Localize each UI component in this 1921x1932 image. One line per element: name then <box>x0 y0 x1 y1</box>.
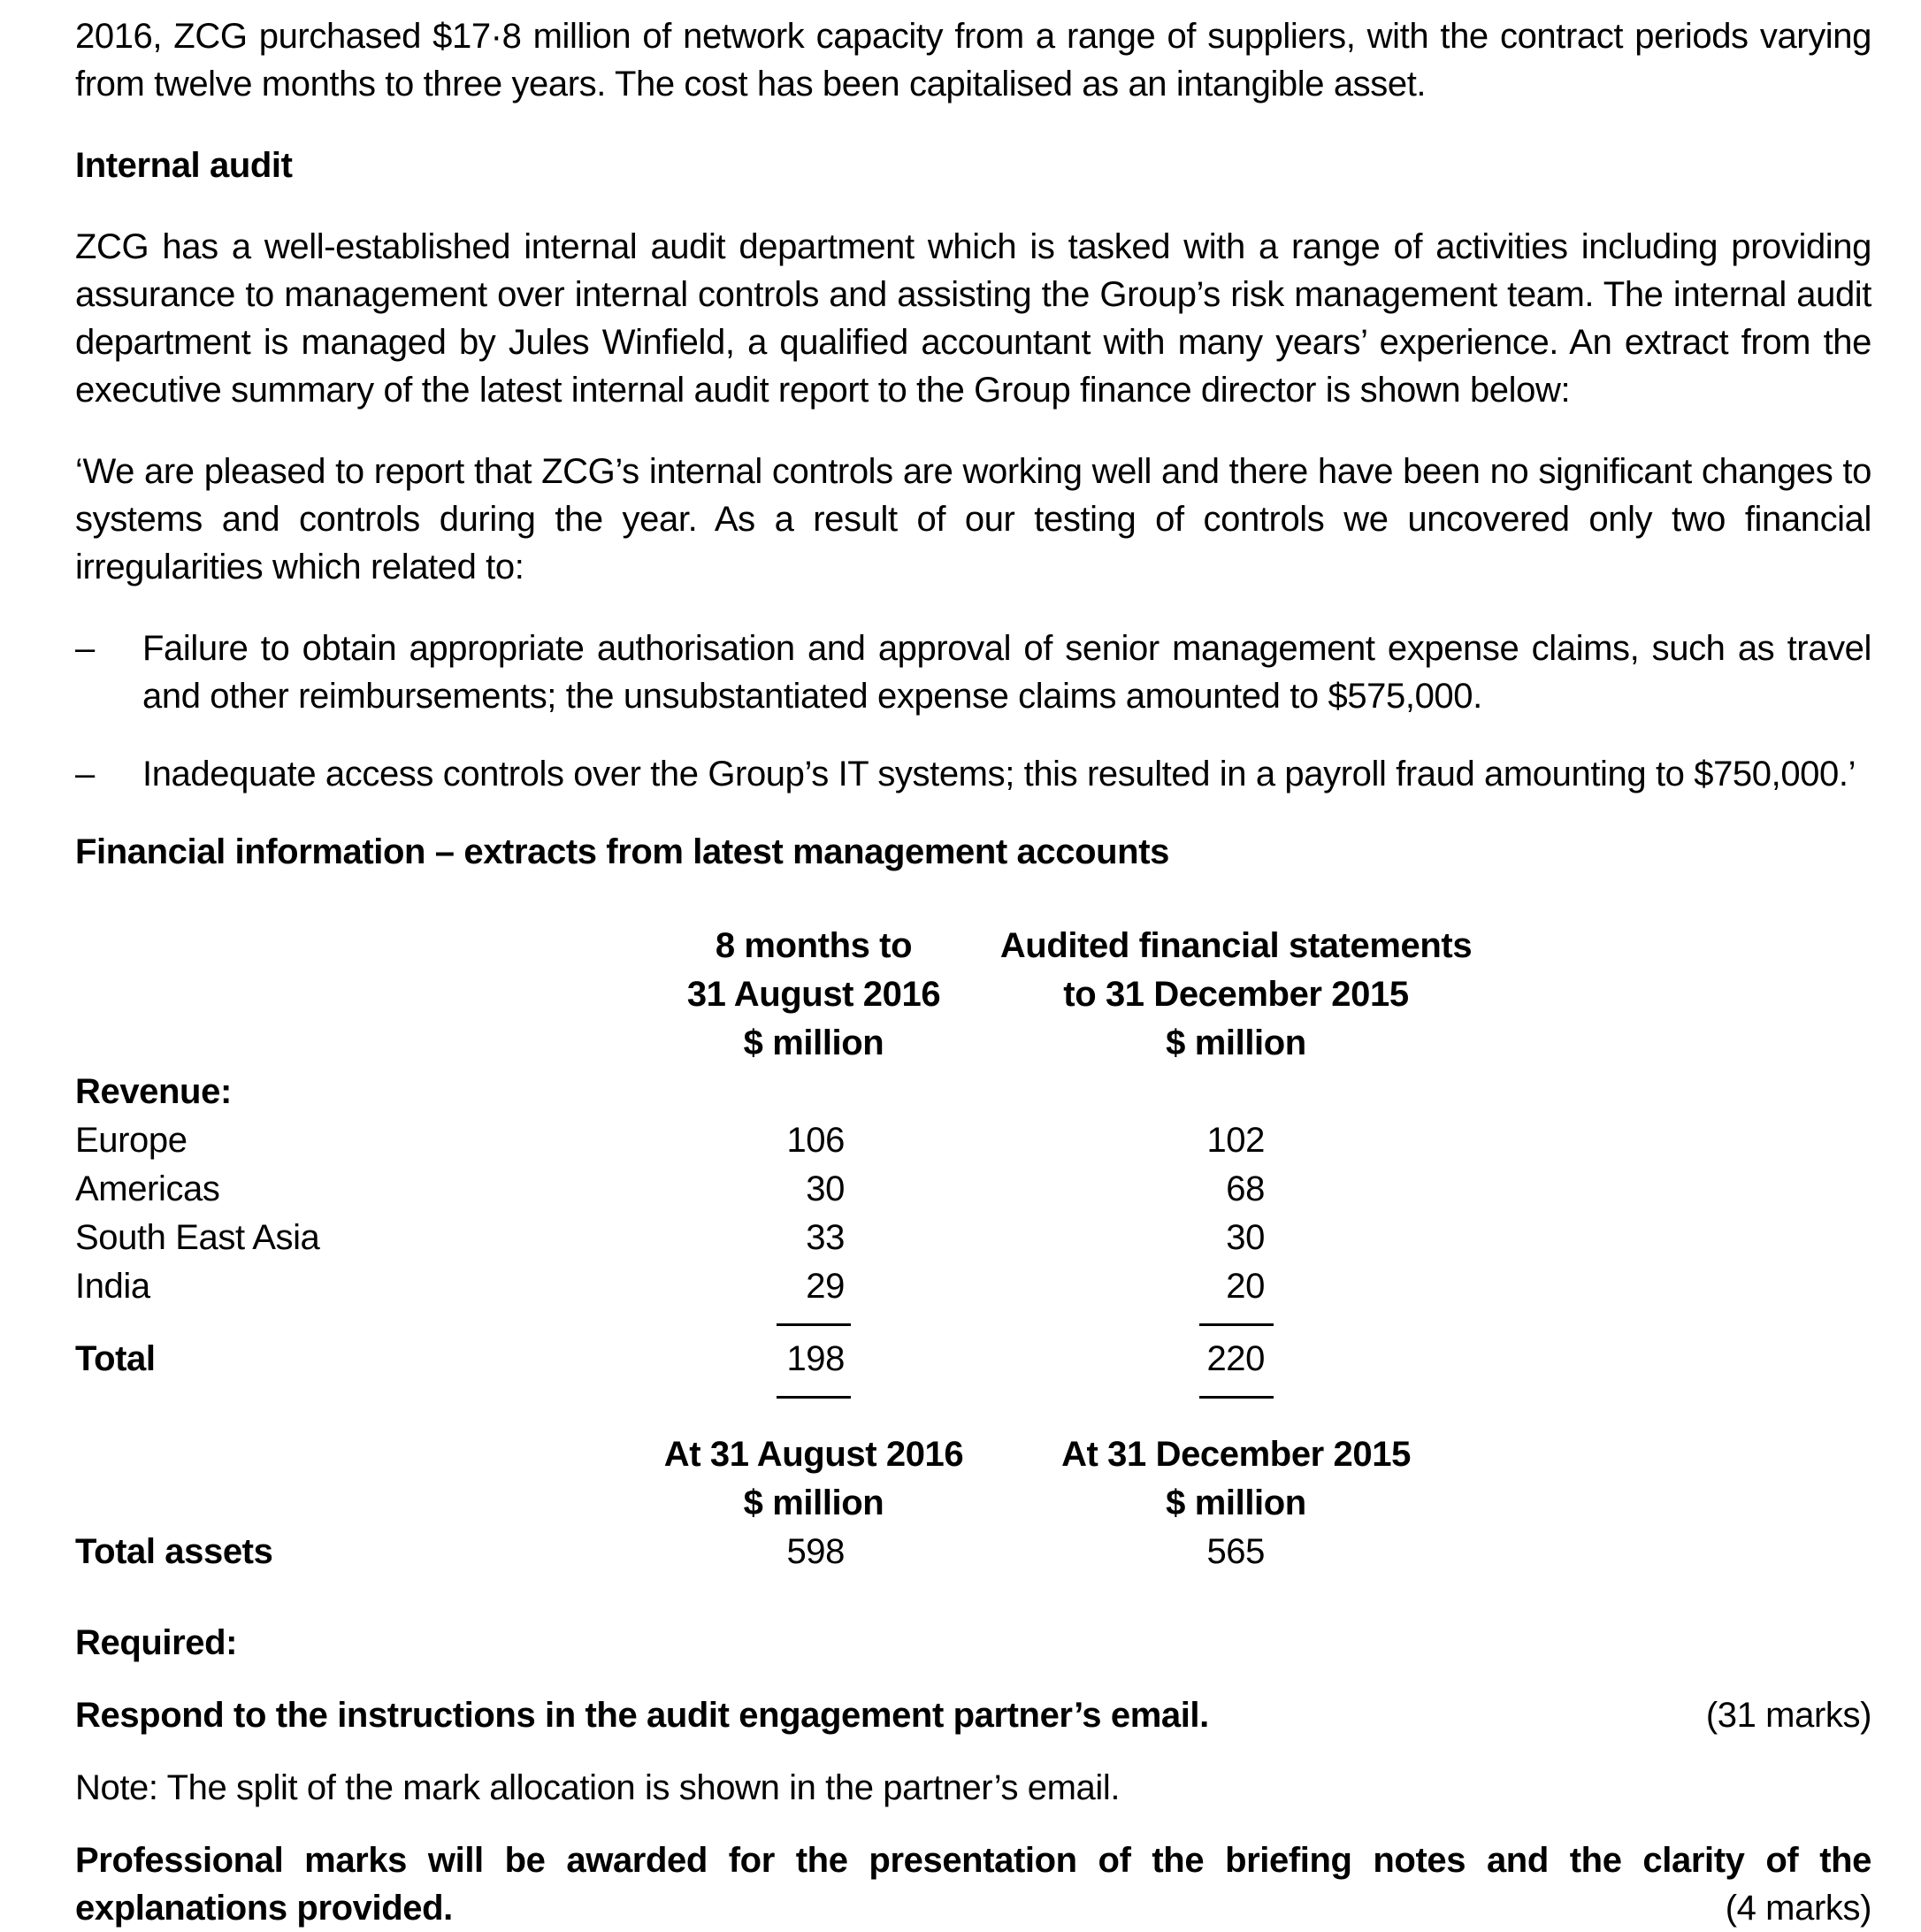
heading-internal-audit: Internal audit <box>75 146 293 185</box>
bullet-expense-claims <box>75 625 1871 720</box>
column-header-line: $ million <box>1166 1484 1306 1522</box>
row-value-dec2015: 30 <box>1226 1218 1265 1257</box>
empty-cell <box>659 1068 968 1116</box>
empty-cell <box>75 1396 659 1399</box>
row-value-aug2016: 29 <box>806 1267 845 1306</box>
bullet-text: Inadequate access controls over the Group’s IT systems; this resulted in a payroll fraud amounting to $750,000.’ <box>142 755 1856 794</box>
column-header-line: 31 August 2016 <box>686 975 941 1014</box>
empty-cell <box>75 922 659 1068</box>
row-label: South East Asia <box>75 1218 320 1257</box>
column-header-dec2015 <box>968 922 1504 1068</box>
financial-table <box>75 922 1871 1576</box>
instruction-marks: (31 marks) <box>1705 1696 1871 1735</box>
column-header-line: to 31 December 2015 <box>1063 975 1409 1014</box>
table-row-total-assets <box>75 1528 1871 1576</box>
column-header-line: $ million <box>743 1024 884 1062</box>
revenue-label-row <box>75 1068 1871 1116</box>
subtotal-rule <box>1199 1323 1274 1326</box>
assets-header-dec2015 <box>968 1430 1504 1528</box>
column-header-aug2016 <box>659 922 968 1068</box>
note-line: Note: The split of the mark allocation is shown in the partner’s email. <box>75 1768 1121 1807</box>
revenue-label: Revenue: <box>75 1072 232 1111</box>
instruction-text: Respond to the instructions in the audit engagement partner’s email. <box>75 1696 1209 1735</box>
total-rule <box>777 1396 851 1399</box>
empty-cell <box>75 1323 659 1326</box>
paragraph-internal-audit: ZCG has a well-established internal audit department which is tasked with a range of activities including providing assurance to management over internal controls and assisting the Group’s risk management team. The internal audit department is managed by Jules Winfield, a qualified accountant with many years’ experience. An extract from the executive summary of the latest internal audit report to the Group finance director is shown below: <box>75 227 1871 410</box>
professional-marks-text: Professional marks will be awarded for the presentation of the briefing notes and the clarity of the explanations provided. <box>75 1841 1871 1928</box>
row-value-aug2016: 30 <box>806 1169 845 1208</box>
total-label: Total <box>75 1339 156 1378</box>
table-row-americas <box>75 1165 1871 1214</box>
bullet-dash: – <box>75 629 95 668</box>
row-value-dec2015: 102 <box>1206 1121 1265 1160</box>
empty-cell <box>968 1068 1504 1116</box>
paragraph-network-capacity: 2016, ZCG purchased $17·8 million of network capacity from a range of suppliers, with the contract periods varying from twelve months to three years. The cost has been capitalised as an intangible asset. <box>75 17 1871 104</box>
row-value-dec2015: 68 <box>1226 1169 1265 1208</box>
professional-marks-paragraph <box>75 1836 1871 1932</box>
table-header-row <box>75 922 1871 1068</box>
heading-financial-information: Financial information – extracts from latest management accounts <box>75 832 1169 871</box>
column-header-line: At 31 December 2015 <box>1061 1435 1411 1474</box>
subtotal-rule-row <box>75 1323 1871 1326</box>
assets-header-aug2016 <box>659 1430 968 1528</box>
paragraph-audit-report-quote: ‘We are pleased to report that ZCG’s internal controls are working well and there have been no significant changes to systems and controls during the year. As a result of our testing of controls we uncovered only two financial irregularities which related to: <box>75 452 1871 586</box>
total-rule-row <box>75 1396 1871 1399</box>
column-header-line: 8 months to <box>715 926 913 965</box>
total-value-dec2015: 220 <box>1206 1339 1265 1378</box>
total-assets-aug2016: 598 <box>786 1532 845 1571</box>
professional-marks-value: (4 marks) <box>1725 1889 1871 1928</box>
assets-header-row <box>75 1430 1871 1528</box>
bullet-text: Failure to obtain appropriate authorisation and approval of senior management expense claims, such as travel and other reimbursements; the unsubstantiated expense claims amounted to $575,000. <box>142 629 1871 716</box>
row-label: Americas <box>75 1169 220 1208</box>
subtotal-rule <box>777 1323 851 1326</box>
column-header-line: $ million <box>1166 1024 1306 1062</box>
table-row-south-east-asia <box>75 1214 1871 1262</box>
row-value-aug2016: 106 <box>786 1121 845 1160</box>
row-value-dec2015: 20 <box>1226 1267 1265 1306</box>
total-assets-label: Total assets <box>75 1532 273 1571</box>
required-section <box>75 1619 1871 1932</box>
bullet-dash: – <box>75 755 95 794</box>
total-value-aug2016: 198 <box>786 1339 845 1378</box>
table-row-europe <box>75 1116 1871 1165</box>
required-heading: Required: <box>75 1623 238 1662</box>
row-label: India <box>75 1267 150 1306</box>
row-value-aug2016: 33 <box>806 1218 845 1257</box>
column-header-line: Audited financial statements <box>999 926 1473 965</box>
bullet-payroll-fraud <box>75 750 1871 798</box>
column-header-line: $ million <box>743 1484 884 1522</box>
table-row-total <box>75 1335 1871 1384</box>
table-row-india <box>75 1262 1871 1311</box>
spacer <box>75 909 1871 922</box>
total-rule <box>1199 1396 1274 1399</box>
spacer <box>75 1407 1871 1430</box>
instruction-line <box>75 1691 1871 1739</box>
row-label: Europe <box>75 1121 188 1160</box>
column-header-line: At 31 August 2016 <box>663 1435 964 1474</box>
total-assets-dec2015: 565 <box>1206 1532 1265 1571</box>
empty-cell <box>75 1430 659 1528</box>
